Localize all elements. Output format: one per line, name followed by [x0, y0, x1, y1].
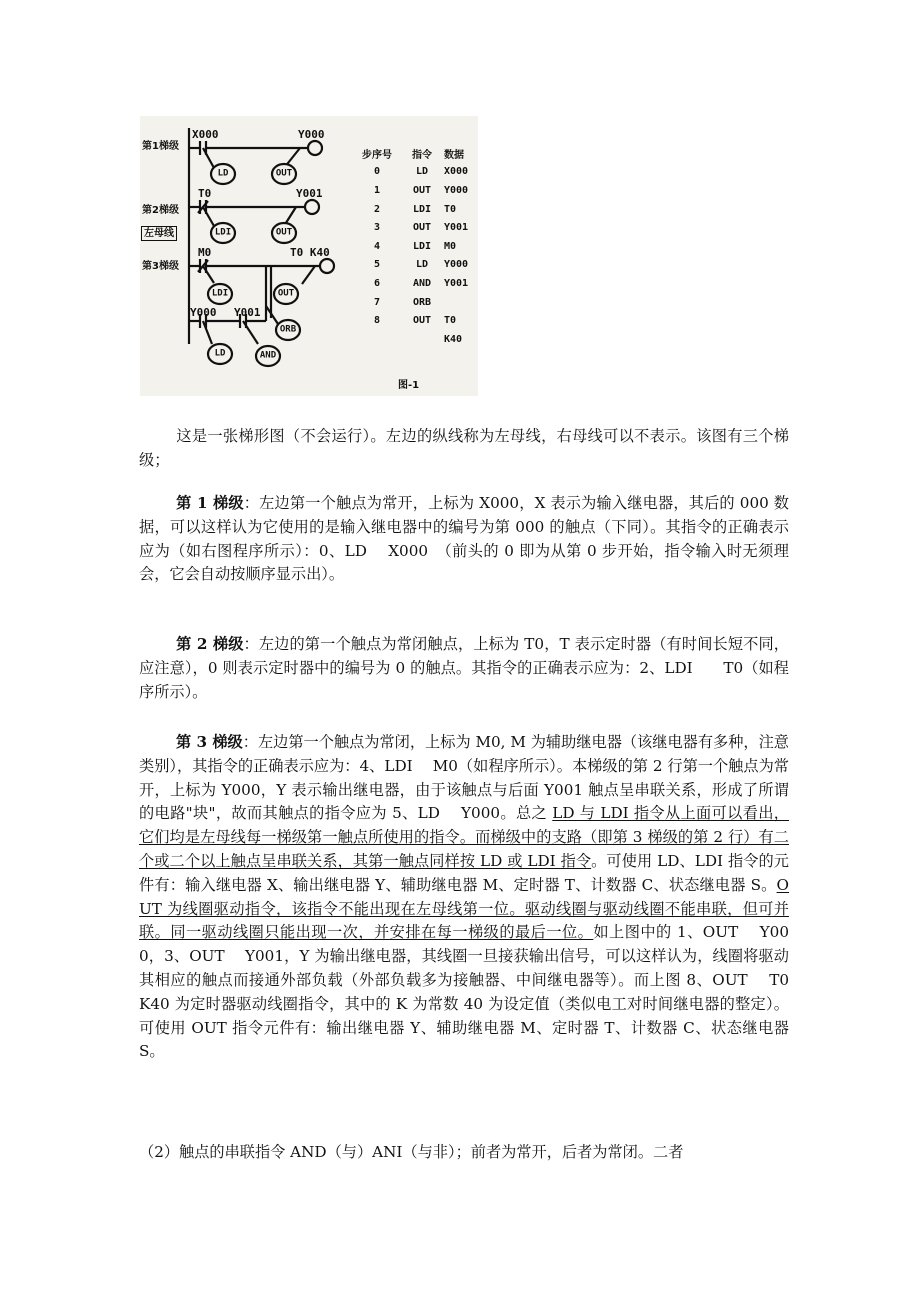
cell-instruction: AND	[412, 277, 432, 289]
table-row	[354, 256, 484, 275]
rung-3-heading: 第 3 梯级	[176, 733, 243, 751]
rung-3-text-a: ：左边第一个触点为常闭，上标为 M0, M 为辅助继电器（该继电器有多种，注意类别），其指令的正确表示应为：4、LDI M0（如程序所示）。本梯级的第 2 行第一个触点为常开，上标为 Y000，Y 表示输出继电器，由于该触点与后面 Y001 触点呈串联关系，形成了所谓的电路"块"，故而其触点的指令应为 5、LD Y000。总之	[139, 733, 789, 823]
figure-caption: 图-1	[398, 380, 420, 391]
rung-1-heading: 第 1 梯级	[176, 494, 244, 512]
paragraph-rung-1	[139, 492, 789, 587]
cell-step: 1	[373, 184, 381, 196]
table-row	[354, 200, 484, 219]
rung-3-underlined-out: OUT 为线圈驱动指令，该指令不能出现在左母线第一位。驱动线圈与驱动线圈不能串联，但可并联。同一驱动线圈只能出现一次，并安排在每一梯级的最后一位。	[139, 875, 789, 942]
rung-2-text: ：左边的第一个触点为常闭触点，上标为 T0，T 表示定时器（有时间长短不同，应注意），0 则表示定时器中的编号为 0 的触点。其指令的正确表示应为：2、LDI T0（如程序所示）。	[139, 635, 789, 701]
rung-3-text-c: 如上图中的 1、OUT Y000，3、OUT Y001，Y 为输出继电器，其线圈一旦接获输出信号，可以这样认为，线圈将驱动其相应的触点而接通外部负载（外部负载多为接触器、中间继电器等）。而上图 8、OUT T0 K40 为定时器驱动线圈指令，其中的 K 为常数 40 为设定值（类似电工对时间继电器的整定）。可使用 OUT 指令元件有：输出继电器 Y、辅助继电器 M、定时器 T、计数器 C、状态继电器 S。	[139, 923, 810, 1061]
rung-2-heading: 第 2 梯级	[176, 635, 244, 653]
table-row	[354, 274, 484, 293]
table-row	[354, 293, 484, 312]
cell-data: Y001	[444, 277, 469, 289]
table-row	[354, 237, 484, 256]
bubble-text-out: OUT	[275, 168, 293, 179]
rung-3-label: 第3梯级	[142, 261, 179, 272]
paragraph-and-ani	[139, 1141, 789, 1165]
rung-3-underlined-ld: LD 与 LDI 指令从上面可以看出，它们均是左母线每一梯级第一触点所使用的指令。而梯级中的支路（即第 3 梯级的第 2 行）有二个或二个以上触点呈串联关系，其第一触点同样按 LD 或 LDI 指令	[139, 804, 789, 870]
bubble-text-and: AND	[259, 350, 277, 361]
coil-label-t0-k40: T0 K40	[290, 246, 330, 259]
cell-step: 6	[373, 277, 381, 289]
header-step: 步序号	[362, 149, 392, 161]
contact-label-m0: M0	[198, 246, 212, 259]
table-row	[354, 181, 484, 200]
bubble-text-out: OUT	[277, 288, 295, 299]
cell-step: 2	[373, 203, 381, 215]
contact-label-y000: Y000	[190, 306, 217, 319]
rung-3-text-b: 。可使用 LD、LDI 指令的元件有：输入继电器 X、输出继电器 Y、辅助继电器 M、定时器 T、计数器 C、状态继电器 S。	[139, 851, 789, 894]
intro-text: 这是一张梯形图（不会运行）。左边的纵线称为左母线，右母线可以不表示。该图有三个梯级；	[139, 427, 789, 469]
cell-instruction: OUT	[412, 184, 432, 196]
cell-instruction: LD	[415, 259, 429, 271]
bubble-text-ldi: LDI	[211, 288, 229, 299]
left-busbar-label: 左母线	[141, 226, 177, 241]
cell-data: T0	[444, 315, 457, 327]
cell-instruction: ORB	[412, 296, 432, 308]
contact-label-x000: X000	[192, 128, 219, 141]
bubble-text-ldi: LDI	[214, 227, 232, 238]
contact-label-t0: T0	[198, 187, 212, 200]
table-row	[354, 218, 484, 237]
paragraph-rung-3	[139, 731, 810, 1064]
cell-step: 3	[373, 222, 381, 234]
bubble-text-ld: LD	[214, 348, 226, 359]
cell-step: 5	[373, 259, 381, 271]
and-ani-text: （2）触点的串联指令 AND（与）ANI（与非）；前者为常开，后者为常闭。二者	[139, 1143, 684, 1161]
cell-data: Y000	[444, 184, 469, 196]
cell-data: T0	[444, 203, 457, 215]
cell-instruction: OUT	[412, 315, 432, 327]
program-table	[354, 144, 484, 349]
cell-instruction: LDI	[412, 203, 432, 215]
cell-step: 8	[373, 315, 381, 327]
cell-data: X000	[444, 166, 469, 178]
cell-step: 0	[373, 166, 381, 178]
rung-1-label: 第1梯级	[142, 141, 179, 152]
header-data: 数据	[444, 149, 464, 161]
cell-step: 4	[373, 240, 381, 252]
contact-label-y001: Y001	[234, 306, 261, 319]
rung-1-text: ：左边第一个触点为常开，上标为 X000，X 表示为输入继电器，其后的 000 数据，可以这样认为它使用的是输入继电器中的编号为第 000 的触点（下同）。其指令的正确表示应为（如右图程序所示）：0、LD X000 （前头的 0 即为从第 0 步开始，指令输入时无须理会，它会自动按顺序显示出）。	[139, 494, 789, 584]
table-row	[354, 311, 484, 330]
bubble-text-orb: ORB	[279, 324, 297, 335]
cell-data: M0	[444, 240, 457, 252]
program-table-header	[354, 144, 484, 163]
cell-step: 7	[373, 296, 381, 308]
bubble-text-out: OUT	[275, 227, 293, 238]
header-instruction: 指令	[412, 149, 432, 161]
cell-data: K40	[444, 333, 463, 345]
bubble-text-ld: LD	[217, 168, 229, 179]
ladder-diagram-figure	[140, 116, 478, 396]
cell-data: Y001	[444, 222, 469, 234]
table-row	[354, 330, 484, 349]
cell-instruction: LD	[415, 166, 429, 178]
cell-instruction: LDI	[412, 240, 432, 252]
cell-instruction: OUT	[412, 222, 432, 234]
coil-label-y001: Y001	[296, 187, 323, 200]
paragraph-intro	[139, 425, 789, 473]
rung-2-label: 第2梯级	[142, 205, 179, 216]
paragraph-rung-2	[139, 633, 789, 704]
cell-data: Y000	[444, 259, 469, 271]
coil-label-y000: Y000	[298, 128, 325, 141]
table-row	[354, 163, 484, 182]
